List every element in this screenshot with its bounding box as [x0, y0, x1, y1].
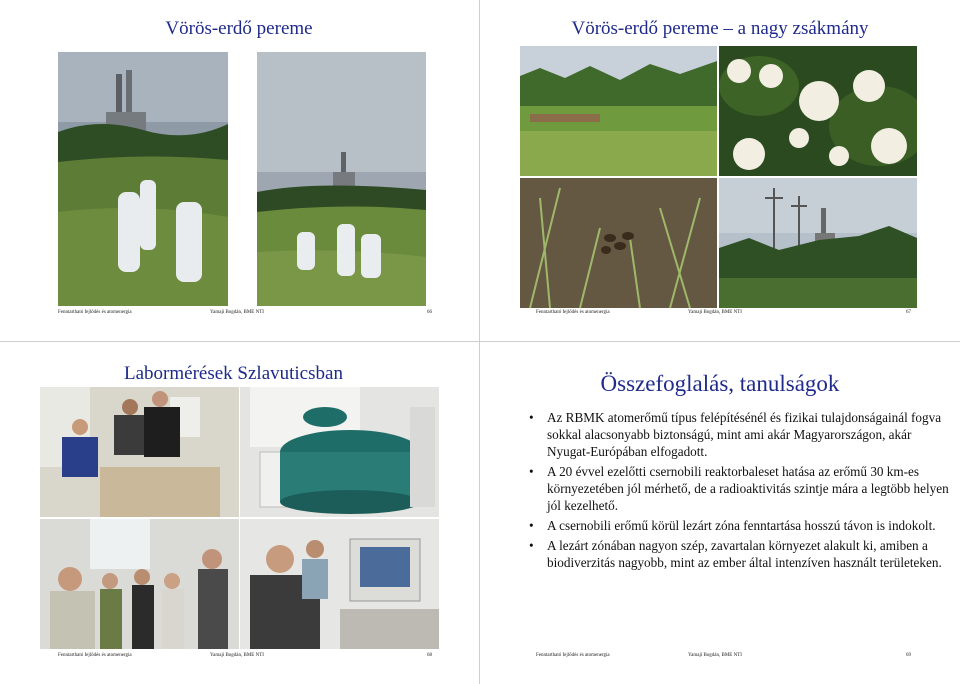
footer-page: 66	[427, 310, 432, 315]
footer-author: Yamaji Bogdán, BME NTI	[210, 310, 264, 315]
slide-66[interactable]	[0, 0, 478, 340]
footer-author: Yamaji Bogdán, BME NTI	[688, 653, 742, 658]
footer-author: Yamaji Bogdán, BME NTI	[688, 310, 742, 315]
photo-ground-droppings	[520, 178, 717, 308]
slide-67[interactable]	[481, 0, 959, 340]
summary-bullet-list	[529, 409, 953, 574]
photo-lab-computer-men	[240, 519, 439, 649]
summary-bullet	[529, 517, 953, 534]
bullet-glyph: •	[529, 518, 534, 533]
bullet-text: Az RBMK atomerőmű típus felépítésénél és fizikai tulajdonságainál fogva sokkal alacsonyabb biztonságú, mint ami akár Magyarországon, akár Nyugat-Európában elfogadott.	[547, 410, 942, 459]
slide-title: Labormérések Szlavuticsban	[124, 363, 343, 384]
bullet-glyph: •	[529, 410, 534, 425]
photo-lab-group	[40, 519, 239, 649]
bullet-text: A csernobili erőmű körül lezárt zóna fenntartása hosszú távon is indokolt.	[547, 518, 936, 533]
footer-course: Fenntartható fejlődés és atomenergia	[58, 310, 132, 315]
photo-power-plant-field-figures	[257, 52, 426, 306]
summary-bullet	[529, 409, 953, 460]
footer-course: Fenntartható fejlődés és atomenergia	[58, 653, 132, 658]
photo-power-plant-grass-figures	[58, 52, 228, 306]
slide-title: Vörös-erdő pereme	[165, 18, 313, 39]
photo-lab-equipment	[240, 387, 439, 517]
footer-author: Yamaji Bogdán, BME NTI	[210, 653, 264, 658]
slide-footer	[0, 653, 478, 663]
slide-footer	[0, 310, 478, 320]
photo-lab-team-computer	[40, 387, 239, 517]
slide-69[interactable]	[481, 343, 959, 683]
footer-page: 68	[427, 653, 432, 658]
bullet-glyph: •	[529, 464, 534, 479]
slide-footer	[481, 310, 959, 320]
footer-page: 69	[906, 653, 911, 658]
slide-footer	[481, 653, 959, 663]
footer-page: 67	[906, 310, 911, 315]
slide-title: Összefoglalás, tanulságok	[600, 371, 840, 396]
slide-divider-horizontal	[0, 341, 960, 342]
footer-course: Fenntartható fejlődés és atomenergia	[536, 310, 610, 315]
photo-white-flowers	[719, 46, 917, 176]
footer-course: Fenntartható fejlődés és atomenergia	[536, 653, 610, 658]
photo-meadow-trees	[520, 46, 717, 176]
summary-bullet	[529, 463, 953, 514]
bullet-text: A 20 évvel ezelőtti csernobili reaktorbaleset hatása az erőmű 30 km-es környezetében jól mérhető, de a radioaktivitás szintje mára a legtöbb helyen jól kezelhető.	[547, 464, 949, 513]
summary-bullet	[529, 537, 953, 571]
bullet-glyph: •	[529, 538, 534, 553]
slide-divider-vertical	[479, 0, 480, 684]
photo-power-lines-plant	[719, 178, 917, 308]
slide-title: Vörös-erdő pereme – a nagy zsákmány	[571, 18, 869, 39]
slide-68[interactable]	[0, 343, 478, 683]
bullet-text: A lezárt zónában nagyon szép, zavartalan környezet alakult ki, amiben a biodiverzitás nagyobb, mint az ember által intenzíven használt területeken.	[547, 538, 942, 570]
